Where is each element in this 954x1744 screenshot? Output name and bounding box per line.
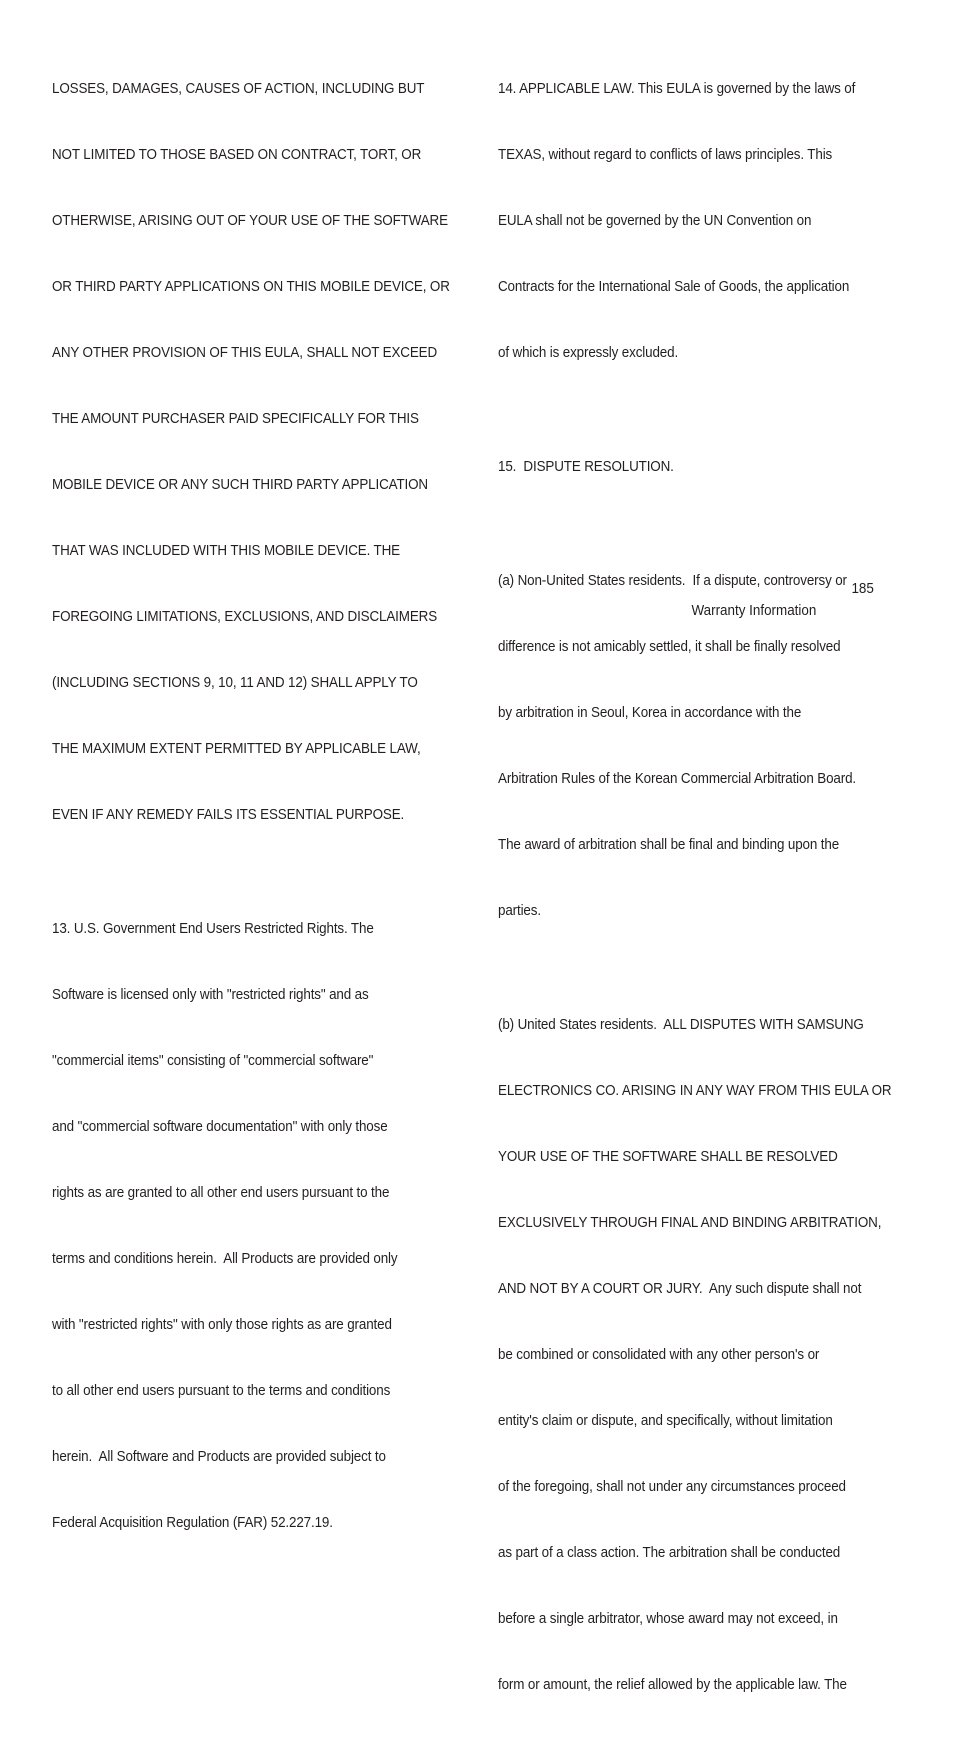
text-line: (b) United States residents. ALL DISPUTES WITH SAMSUNG [498,1017,864,1033]
text-line: herein. All Software and Products are provided subject to [52,1449,386,1465]
text-line: EVEN IF ANY REMEDY FAILS ITS ESSENTIAL PURPOSE. [52,807,405,823]
text-line: THE AMOUNT PURCHASER PAID SPECIFICALLY FOR THIS [52,411,419,427]
text-line: entity's claim or dispute, and specifically, without limitation [498,1413,833,1429]
us-residents-paragraph [498,970,894,1740]
text-line: YOUR USE OF THE SOFTWARE SHALL BE RESOLVED [498,1149,838,1165]
text-line: 13. U.S. Government End Users Restricted Rights. The [52,921,374,937]
text-line: Software is licensed only with "restricted rights" and as [52,987,369,1003]
text-line: Contracts for the International Sale of Goods, the application [498,279,850,295]
text-line: AND NOT BY A COURT OR JURY. Any such dispute shall not [498,1281,862,1297]
text-line: terms and conditions herein. All Products are provided only [52,1251,398,1267]
text-line: OTHERWISE, ARISING OUT OF YOUR USE OF THE SOFTWARE [52,213,448,229]
text-line: parties. [498,903,541,919]
text-line: NOT LIMITED TO THOSE BASED ON CONTRACT, TORT, OR [52,147,422,163]
applicable-law-paragraph [498,34,894,408]
text-line: "commercial items" consisting of "commercial software" [52,1053,374,1069]
page-number: 185 [851,581,874,597]
text-line: to all other end users pursuant to the terms and conditions [52,1383,391,1399]
text-line: ELECTRONICS CO. ARISING IN ANY WAY FROM THIS EULA OR [498,1083,892,1099]
text-line: (INCLUDING SECTIONS 9, 10, 11 AND 12) SHALL APPLY TO [52,675,418,691]
text-line: (a) Non-United States residents. If a dispute, controversy or [498,573,847,589]
text-line: rights as are granted to all other end users pursuant to the [52,1185,390,1201]
text-line: as part of a class action. The arbitration shall be conducted [498,1545,841,1561]
text-line: TEXAS, without regard to conflicts of laws principles. This [498,147,833,163]
text-line: LOSSES, DAMAGES, CAUSES OF ACTION, INCLUDING BUT [52,81,425,97]
government-rights-paragraph [52,874,448,1578]
footer-section-title: Warranty Information [691,603,817,619]
liability-limitation-paragraph [52,34,448,870]
text-line: before a single arbitrator, whose award may not exceed, in [498,1611,838,1627]
text-line: THE MAXIMUM EXTENT PERMITTED BY APPLICABLE LAW, [52,741,421,757]
text-line: 15. DISPUTE RESOLUTION. [498,459,674,475]
text-line: THAT WAS INCLUDED WITH THIS MOBILE DEVICE. THE [52,543,401,559]
text-line: Federal Acquisition Regulation (FAR) 52.227.19. [52,1515,333,1531]
text-line: form or amount, the relief allowed by the applicable law. The [498,1677,847,1693]
text-line: of which is expressly excluded. [498,345,679,361]
right-column [498,34,894,1744]
text-line: 14. APPLICABLE LAW. This EULA is governed by the laws of [498,81,856,97]
text-line: by arbitration in Seoul, Korea in accordance with the [498,705,802,721]
text-line: difference is not amicably settled, it shall be finally resolved [498,639,841,655]
text-line: with "restricted rights" with only those rights as are granted [52,1317,392,1333]
left-column [52,34,448,1582]
text-line: Arbitration Rules of the Korean Commercial Arbitration Board. [498,771,856,787]
text-line: FOREGOING LIMITATIONS, EXCLUSIONS, AND DISCLAIMERS [52,609,438,625]
text-line: EULA shall not be governed by the UN Convention on [498,213,812,229]
text-line: be combined or consolidated with any other person's or [498,1347,820,1363]
text-line: EXCLUSIVELY THROUGH FINAL AND BINDING ARBITRATION, [498,1215,882,1231]
text-line: of the foregoing, shall not under any circumstances proceed [498,1479,846,1495]
text-line: The award of arbitration shall be final and binding upon the [498,837,840,853]
text-line: ANY OTHER PROVISION OF THIS EULA, SHALL NOT EXCEED [52,345,438,361]
text-line: OR THIRD PARTY APPLICATIONS ON THIS MOBILE DEVICE, OR [52,279,450,295]
text-line: MOBILE DEVICE OR ANY SUCH THIRD PARTY APPLICATION [52,477,428,493]
text-line: and "commercial software documentation" with only those [52,1119,388,1135]
dispute-resolution-heading [498,412,894,522]
page-footer [684,578,874,644]
